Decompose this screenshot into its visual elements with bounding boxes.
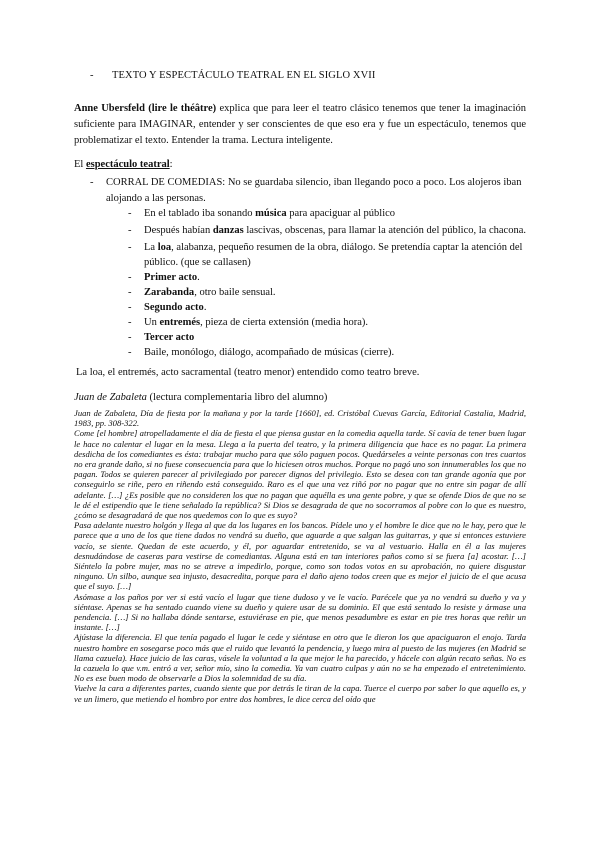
zabaleta-name: Juan de Zabaleta bbox=[74, 392, 147, 403]
list-item-dash: - bbox=[128, 332, 132, 343]
list-item bbox=[128, 285, 528, 300]
quote-block bbox=[74, 408, 526, 704]
quote-paragraph: Asómase a los paños por ver si está vacío el lugar que tiene dudoso y ve le vacío. Parécele que ya no vendrá su dueño y va y siéntase. Apenas se ha sentado cuando viene su dueño y quiere usar de su dominio. El que está sentado lo resiste y ármase una pendencia. […] Si no hallaba dónde sentarse, estuviérase en pie, que menos pesadumbre es estar en pie tres horas que reñir un instante. […] bbox=[74, 591, 526, 633]
list-item-dash: - bbox=[128, 272, 132, 283]
list-item-text: Después habían bbox=[144, 225, 213, 236]
title-dash: - bbox=[90, 70, 94, 81]
list-item-dash: - bbox=[128, 208, 132, 219]
list-item-text: , otro baile sensual. bbox=[194, 287, 276, 298]
list-item-text: . bbox=[197, 272, 200, 283]
list-item-dash: - bbox=[128, 225, 132, 236]
list-item bbox=[128, 240, 528, 270]
list-item-bold: loa bbox=[157, 242, 172, 253]
zabaleta-heading bbox=[74, 392, 327, 403]
list-item-text: Baile, monólogo, diálogo, acompañado de músicas (cierre). bbox=[144, 347, 395, 358]
list-item-bold: música bbox=[255, 208, 287, 219]
list-item bbox=[128, 300, 528, 315]
list-item-text: , pieza de cierta extensión (media hora). bbox=[200, 317, 369, 328]
list-item-text: La bbox=[144, 242, 158, 253]
list-item bbox=[128, 270, 528, 285]
zabaleta-note: (lectura complementaria libro del alumno) bbox=[146, 392, 328, 403]
section-underlined bbox=[86, 159, 170, 170]
list-item-text: lascivas, obscenas, para llamar la atención del público, la chacona. bbox=[243, 225, 526, 236]
list-item bbox=[128, 315, 528, 330]
list-item-dash: - bbox=[128, 302, 132, 313]
list-item-text: En el tablado iba sonando bbox=[144, 208, 256, 219]
closing-line: La loa, el entremés, acto sacramental (teatro menor) entendido como teatro breve. bbox=[76, 367, 420, 378]
list-item-text: , alabanza, pequeño resumen de la obra, diálogo. Se pretendía captar la atención del público. (que se callasen) bbox=[144, 242, 523, 268]
list-item-text: . bbox=[203, 302, 207, 313]
list-item-dash: - bbox=[128, 317, 132, 328]
corral-item bbox=[90, 175, 530, 207]
intro-text: explica que para leer el teatro clásico tenemos que tener la imaginación suficiente para IMAGINAR, entender y ser conscientes de que eso era y fue un espectáculo, tenemos que problematizar el texto. Entender la trama. Lectura inteligente. bbox=[74, 103, 527, 146]
section-bold: espectáculo teatral bbox=[85, 159, 170, 170]
intro-bold: Anne Ubersfeld (lire le théâtre) bbox=[74, 103, 217, 114]
list-item-bold: entremés bbox=[159, 317, 201, 328]
quote-paragraph: Juan de Zabaleta, Día de fiesta por la mañana y por la tarde [1660], ed. Cristóbal Cuevas García, Editorial Castalia, Madrid, 1983, pp. 308-322. bbox=[74, 408, 526, 429]
section-heading bbox=[74, 159, 173, 170]
intro-paragraph bbox=[74, 101, 526, 149]
quote-paragraph: Ajústase la diferencia. El que tenía pagado el lugar le cede y siéntase en otro que le dieron los que apaciguaron el enojo. Tarda nuestro hombre en sosegarse poco más que el ruido que levantó la pendencia, y luego mira al puesto de las mujeres (en Madrid se llama cazuela). Hace juicio de las caras, vásele la voluntad a la que mejor le ha parecido, y hácele con algún recato señas. No es la cazuela lo que v.m. entró a ver, señor mío, sino la comedia. Ya van cuatro culpas y aún no se ha empezado el entretenimiento. No es ese buen modo de observarle a Dios la solemnidad de su día. bbox=[74, 632, 526, 684]
quote-paragraph: Come [el hombre] atropelladamente el día de fiesta el que piensa gustar en la comedia aquella tarde. Sí cavía de tener buen lugar le hace no calentar el lugar en la mesa. Llega a la puerta del teatro, y la primera diligencia que hace es no pagar. La primera desdicha de los comediantes es ésta: trabajar mucho para que sólo paguen pocos. Quedárseles a veinte personas con tres cuartos no era grande daño, si no fuese consecuencia para que lo hiciesen otros muchos. Porque no pagó uno son innumerables los que no pagan. Todos se quieren parecer al privilegiado por parecer dignos del privilegio. Esto se desea con tan grande agonía que por conseguirlo se riñe, pero en riñendo está conseguido. Raro es el que una vez riñó por no pagar que no entre sin pagar de allí adelante. […] ¿Es posible que no consideren los que no pagan que aquélla es una gente pobre, y que se ofende Dios de que no se le dé el estipendio que le tiene señalado la república? Si Dios se desagrada de que no socorramos al pobre con lo que es nuestro, ¿cómo se desagradará de que nos quedemos con lo que es suyo? bbox=[74, 428, 526, 521]
quote-paragraph: Pasa adelante nuestro holgón y llega al que da los lugares en los bancos. Pídele uno y el hombre le dice que no le hay, pero que le parece que a uno de los que tiene dados no vendrá su dueño, que aguarde a que salgan las guitarras, y que si entonces estuviere vacío, se siente. Quedan de este acuerdo, y él, por aguardar entretenido, se va al vestuario. Halla en él a las mujeres desnudándose de caseras para vestirse de comediantas. Alguna está en tan interiores paños como si se fuera [a] acostar. […] Siéntelo la pobre mujer, mas no se atreve a impedirlo, porque, como son todos votos en su aprobación, no quiere disgustar ninguno. Un silbo, aunque sea injusto, desacredita, porque para el daño ajeno todos creen que es mejor el juicio de el que acusa que el suyo. […] bbox=[74, 520, 526, 592]
list-item-text: Un bbox=[144, 317, 160, 328]
list-item-text: para apaciguar al público bbox=[286, 208, 396, 219]
document-title bbox=[90, 70, 375, 81]
title-text: TEXTO Y ESPECTÁCULO TEATRAL EN EL SIGLO XVII bbox=[112, 70, 376, 81]
list-item bbox=[128, 345, 528, 360]
list-item-bold: Zarabanda bbox=[144, 287, 195, 298]
list-item-dash: - bbox=[128, 242, 132, 253]
list-item-dash: - bbox=[128, 287, 132, 298]
performance-list bbox=[128, 206, 528, 360]
corral-dash: - bbox=[90, 177, 94, 188]
list-item-dash: - bbox=[128, 347, 132, 358]
quote-paragraph: Vuelve la cara a diferentes partes, cuando siente que por detrás le tiran de la capa. Tuerce el cuerpo por saber lo que aquello es, y ve un limero, que metiendo el hombro por entre dos hombres, le dice cerca del oído que bbox=[74, 683, 526, 704]
list-item bbox=[128, 206, 528, 221]
section-suffix: : bbox=[169, 159, 173, 170]
corral-text: CORRAL DE COMEDIAS: No se guardaba silencio, iban llegando poco a poco. Los alojeros iban alojando a las personas. bbox=[106, 177, 522, 204]
list-item-bold: danzas bbox=[212, 225, 244, 236]
list-item-bold: Tercer acto bbox=[144, 332, 195, 343]
list-item-bold: Segundo acto bbox=[144, 302, 204, 313]
section-prefix: El bbox=[74, 159, 86, 170]
list-item-bold: Primer acto bbox=[144, 272, 198, 283]
list-item bbox=[128, 330, 528, 345]
list-item bbox=[128, 223, 528, 238]
